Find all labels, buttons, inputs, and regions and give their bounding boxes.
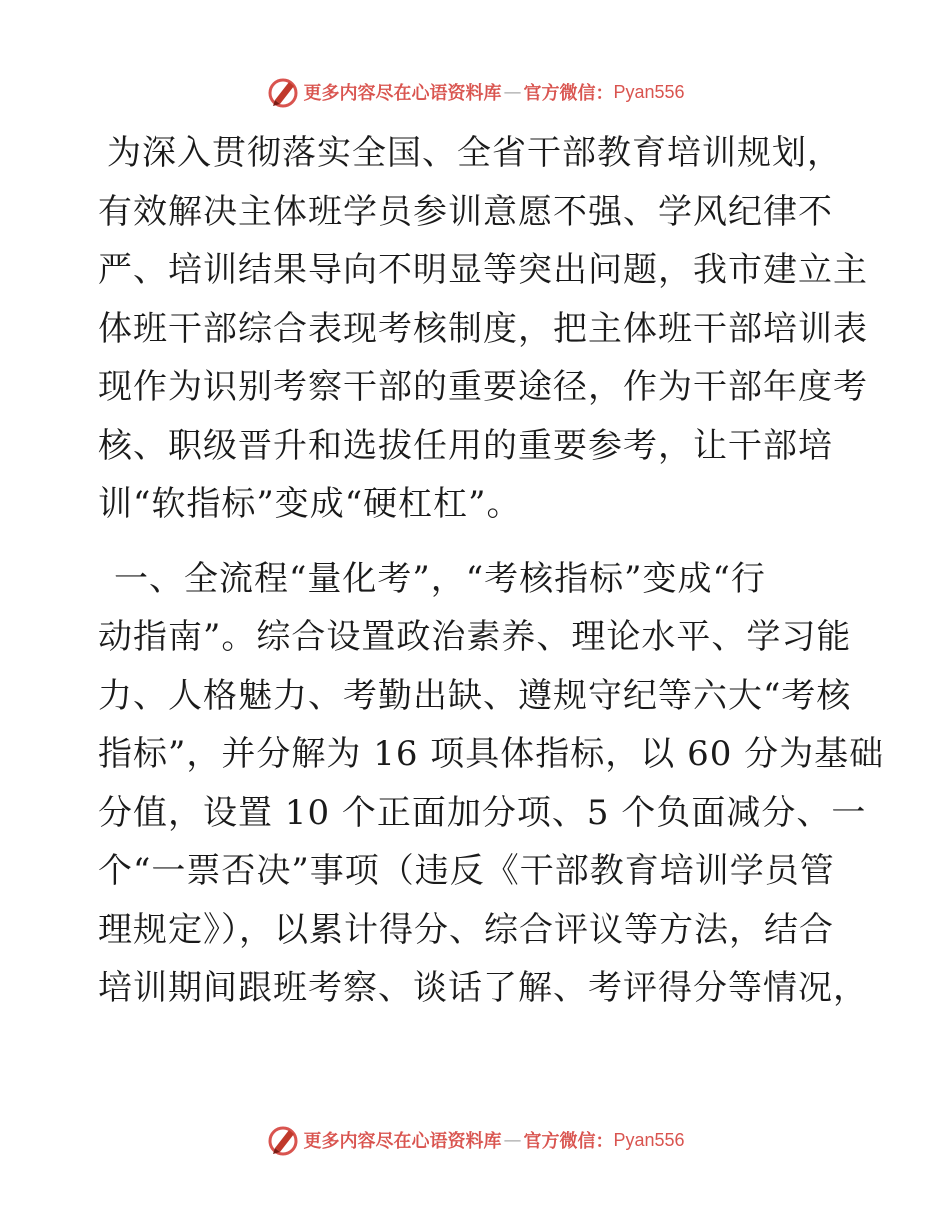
paragraph-section-one (98, 550, 885, 1018)
paragraph-gap (98, 534, 858, 550)
text-line: 指标”，并分解为 16 项具体指标，以 60 分为基础 (98, 734, 885, 774)
banner-wechat-label: 官方微信： (523, 83, 614, 104)
section-heading-line: 一、全流程“量化考”，“考核指标”变成“行 (114, 558, 766, 599)
text-line: 为深入贯彻落实全国、全省干部教育培训规划， (107, 133, 842, 173)
text-line: 动指南”。综合设置政治素养、理论水平、学习能 (98, 617, 852, 657)
pen-logo-icon (265, 74, 301, 110)
pen-logo-icon (265, 1122, 301, 1158)
text-line: 现作为识别考察干部的重要途径，作为干部年度考 (98, 367, 868, 407)
header-banner (0, 72, 950, 112)
banner-site-name: 更多内容尽在心语资料库 (303, 83, 502, 104)
text-line: 力、人格魅力、考勤出缺、遵规守纪等六大“考核 (98, 675, 852, 716)
paragraph-intro (98, 124, 868, 534)
text-line: 培训期间跟班考察、谈话了解、考评得分等情况， (98, 968, 868, 1008)
text-line: 理规定》），以累计得分、综合评议等方法，结合 (98, 909, 834, 950)
banner-wechat-account: Pyan556 (613, 81, 685, 102)
text-line: 个“一票否决”事项（违反《干部教育培训学员管 (98, 851, 835, 891)
banner-separator: — (503, 81, 522, 103)
banner-wechat-label: 官方微信： (523, 1131, 614, 1152)
text-line: 分值，设置 10 个正面加分项、5 个负面减分、一 (98, 792, 867, 833)
banner-wechat-account: Pyan556 (613, 1129, 685, 1150)
banner-site-name: 更多内容尽在心语资料库 (303, 1131, 502, 1152)
document-body (98, 124, 885, 1018)
text-line: 有效解决主体班学员参训意愿不强、学风纪律不 (98, 191, 833, 232)
text-line: 严、培训结果导向不明显等突出问题，我市建立主 (98, 250, 868, 290)
banner-separator: — (503, 1129, 522, 1151)
text-line: 体班干部综合表现考核制度，把主体班干部培训表 (98, 308, 868, 349)
text-line: 核、职级晋升和选拔任用的重要参考，让干部培 (98, 425, 833, 466)
footer-banner (0, 1120, 950, 1160)
text-line: 训“软指标”变成“硬杠杠”。 (98, 484, 522, 524)
